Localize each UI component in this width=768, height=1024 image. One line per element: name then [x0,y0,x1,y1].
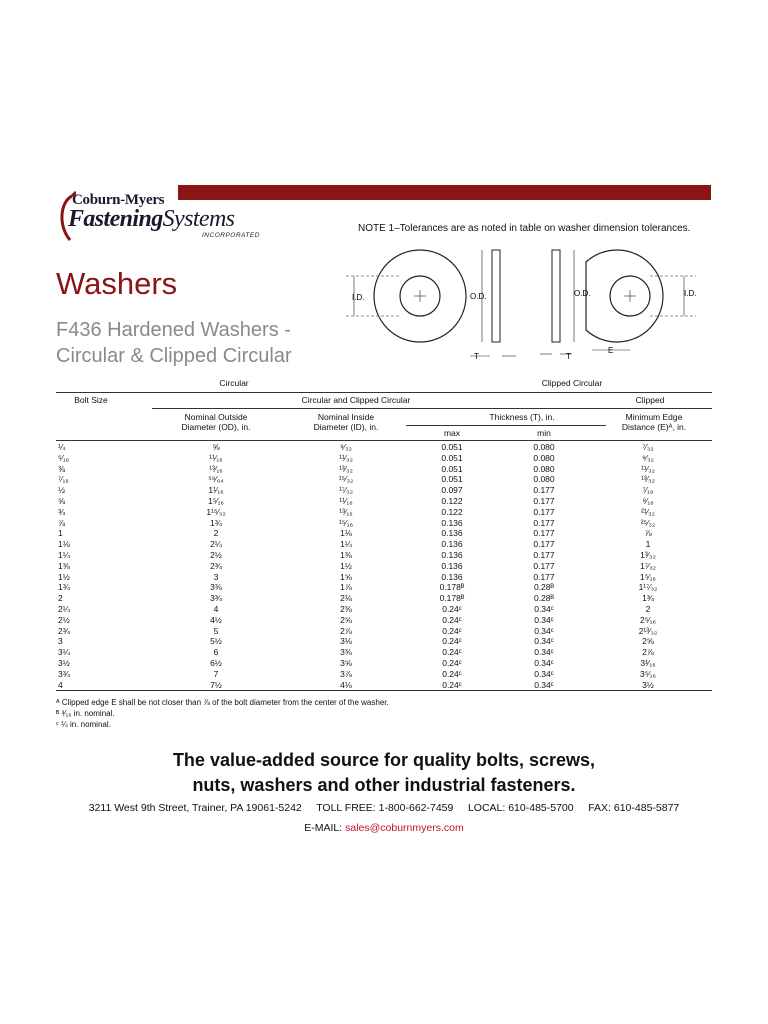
logo-line-3: INCORPORATED [202,232,260,239]
edge-distance-cell: 1⁵⁄₁₆ [640,571,656,582]
table-row [56,561,712,572]
thickness-max-cell: 0.136 [441,560,463,571]
thickness-min-cell: 0.34ᶜ [534,658,554,668]
thickness-max-cell: 0.051 [441,452,463,463]
od-cell: 6 [213,647,219,658]
od-cell: 2½ [210,550,222,560]
od-cell: ¹³⁄₁₆ [209,463,223,474]
thickness-max-cell: 0.178ᴮ [439,582,465,593]
thickness-min-cell: 0.34ᶜ [534,636,554,647]
edge-distance-cell: ⁷⁄₁₆ [642,485,654,496]
thickness-max-header: max [443,428,461,438]
thickness-max-cell: 0.136 [441,528,463,539]
contact-line [0,802,768,814]
id-cell: ¹¹⁄₁₆ [339,496,353,506]
id-cell: 1¼ [340,539,352,550]
id-cell: 3⅝ [340,658,352,668]
thickness-rule [406,425,606,426]
bolt-size-cell: 3 [58,636,63,647]
group-both-header: Circular and Clipped Circular [301,395,411,405]
edge-distance-cell: ²⁵⁄₃₂ [640,517,656,528]
id-cell: ¹¹⁄₃₂ [339,452,353,463]
table-footnotes [56,697,389,730]
id-label: I.D. [352,293,365,302]
table-row [56,528,712,539]
thickness-max-cell: 0.24ᶜ [442,658,462,668]
thickness-min-cell: 0.177 [533,496,555,506]
thickness-min-cell: 0.080 [533,452,555,463]
t-label-clipped: T [566,352,571,361]
id-cell: 2⅝ [340,614,352,625]
thickness-max-cell: 0.122 [441,506,463,517]
footnote-c: ᶜ ¼ in. nominal. [56,720,111,729]
od-cell: 4 [213,604,219,614]
table-row [56,518,712,529]
bolt-size-cell: ⅜ [58,463,66,474]
thickness-max-cell: 0.051 [441,474,463,485]
id-cell: 1⅜ [340,550,352,560]
edge-distance-cell: ²¹⁄₃₂ [641,506,655,517]
company-logo [56,190,266,246]
group-circular-header: Circular [219,378,249,388]
clipped-washer-drawing [540,250,696,354]
thickness-max-cell: 0.051 [441,442,463,452]
thickness-max-cell: 0.24ᶜ [442,604,462,614]
t-label: T [474,352,479,361]
thickness-min-cell: 0.34ᶜ [534,604,554,614]
footnote-a: ᴬ Clipped edge E shall be not closer than ⅞ of the bolt diameter from the center of the washer. [56,698,389,707]
thickness-max-cell: 0.24ᶜ [442,614,462,625]
thickness-min-header: min [537,428,551,438]
bolt-size-cell: 2¼ [58,604,70,614]
bolt-size-cell: ⅞ [58,517,66,528]
table-row [56,496,712,507]
bolt-size-cell: 3¾ [58,668,70,679]
table-row [56,582,712,593]
od-cell: 7½ [210,679,222,690]
email-label: E-MAIL: [304,822,346,834]
bolt-size-cell: 1¾ [58,582,70,593]
edge-distance-cell: 2¹³⁄₃₂ [638,625,658,636]
thickness-min-cell: 0.34ᶜ [534,647,554,658]
table-row [56,572,712,583]
bolt-size-cell: ⁷⁄₁₆ [58,474,69,485]
bolt-size-cell: ⅝ [58,496,66,506]
od-cell: 1⁵⁄₁₆ [208,496,224,506]
edge-distance-cell: 2 [645,604,651,614]
edge-distance-cell: 3⁵⁄₁₆ [640,668,656,679]
circular-washer-drawing [346,250,516,356]
od-label-clipped: O.D. [574,289,591,298]
thickness-max-cell: 0.051 [441,463,463,474]
id-cell: 1⅝ [340,571,352,582]
thickness-min-cell: 0.34ᶜ [534,679,554,690]
bolt-size-cell: 1⅛ [58,539,70,550]
edge-distance-cell: ⁹⁄₃₂ [642,452,654,463]
thickness-max-cell: 0.097 [441,485,463,496]
table-row [56,615,712,626]
id-cell: 3⅜ [340,647,352,658]
table-top-rule [56,392,712,393]
od-cell: 1¹⁄₁₆ [208,485,224,496]
bolt-size-cell: 2 [58,593,63,604]
edge-distance-header: Minimum Edge Distance (E)ᴬ, in. [621,412,687,432]
id-cell: ⁹⁄₃₂ [340,442,352,452]
table-row [56,539,712,550]
thickness-min-cell: 0.34ᶜ [534,668,554,679]
bolt-size-cell: 1 [58,528,63,539]
edge-distance-cell: ¹³⁄₃₂ [641,474,655,485]
edge-distance-cell: ⅞ [644,528,652,539]
thickness-min-cell: 0.080 [533,442,555,452]
address-text: 3211 West 9th Street, Trainer, PA 19061-5242 [88,802,302,814]
thickness-max-cell: 0.24ᶜ [442,625,462,636]
thickness-max-cell: 0.136 [441,571,463,582]
fax-text: FAX: 610-485-5877 [588,802,680,814]
bolt-size-cell: 2¾ [58,625,70,636]
id-cell: ¹⁵⁄₁₆ [338,517,354,528]
thickness-max-cell: 0.136 [441,517,463,528]
od-cell: ⁵⁹⁄₆₄ [208,474,224,485]
logo-line-1: Coburn-Myers [72,192,165,208]
thickness-min-cell: 0.177 [533,517,555,528]
thickness-min-cell: 0.28ᴮ [533,582,555,593]
thickness-min-cell: 0.34ᶜ [534,625,554,636]
od-header: Nominal Outside Diameter (OD), in. [181,412,251,432]
toll-free-text: TOLL FREE: 1-800-662-7459 [316,802,454,814]
thickness-max-cell: 0.178ᴮ [439,593,465,604]
email-line [0,822,768,834]
id-cell: 2⅞ [340,625,352,636]
bolt-size-cell: ¾ [58,506,66,517]
bolt-size-cell: 1½ [58,571,70,582]
thickness-min-cell: 0.34ᶜ [534,614,554,625]
thickness-header: Thickness (T), in. [489,412,555,422]
bolt-size-cell: ⁵⁄₁₆ [58,452,70,463]
edge-distance-cell: 1⁷⁄₃₂ [640,560,656,571]
od-cell: 6½ [210,658,222,668]
id-cell: 1½ [340,560,352,571]
id-cell: 2⅛ [340,593,352,604]
od-cell: 2¼ [210,539,222,550]
id-cell: ¹³⁄₃₂ [339,463,353,474]
edge-distance-cell: 3¹⁄₁₆ [640,658,656,668]
od-cell: 2¾ [210,560,222,571]
bolt-size-header: Bolt Size [74,395,108,405]
table-row [56,680,712,691]
id-header: Nominal Inside Diameter (ID), in. [313,412,379,432]
thickness-max-cell: 0.24ᶜ [442,647,462,658]
od-cell: 5 [213,625,219,636]
page-subtitle: F436 Hardened Washers - Circular & Clipped Circular [56,319,292,367]
id-cell: ¹³⁄₁₆ [339,506,353,517]
od-label: O.D. [470,292,487,301]
group-clipped-only-header: Clipped [635,395,665,405]
logo-line-2: FasteningSystems [68,206,235,232]
table-bottom-rule [56,690,712,691]
thickness-min-cell: 0.080 [533,463,555,474]
tagline: The value-added source for quality bolts, screws, nuts, washers and other industrial fasteners. [172,750,596,795]
od-cell: 3⅜ [210,582,222,593]
id-cell: 4⅛ [340,679,352,690]
bolt-size-cell: ¼ [58,442,66,452]
id-cell: 2⅜ [340,604,352,614]
od-cell: 3 [213,571,219,582]
id-cell: 3⅞ [340,668,352,679]
id-cell: 1⅛ [340,528,352,539]
od-cell: ⅝ [212,442,220,452]
thickness-max-cell: 0.122 [441,496,463,506]
table-row [56,550,712,561]
e-label: E [608,346,614,355]
table-row [56,669,712,680]
od-cell: 4½ [210,614,222,625]
od-cell: 1¹⁵⁄₃₂ [206,506,226,517]
id-cell: 1⅞ [340,582,352,593]
edge-distance-cell: 2⁵⁄₁₆ [640,614,656,625]
edge-distance-cell: ¹¹⁄₃₂ [641,463,655,474]
table-row [56,474,712,485]
bolt-size-cell: 3¼ [58,647,70,658]
bolt-size-cell: 1⅜ [58,560,70,571]
od-cell: 1¾ [210,517,222,528]
edge-distance-cell: 3½ [642,679,654,690]
od-cell: 2 [213,528,219,539]
table-row [56,464,712,475]
table-row [56,442,712,453]
thickness-min-cell: 0.177 [533,571,555,582]
header-bottom-rule [56,440,712,441]
id-cell: ¹⁷⁄₃₂ [338,485,354,496]
tolerance-note: NOTE 1–Tolerances are as noted in table on washer dimension tolerances. [358,223,691,234]
edge-distance-cell: ⁷⁄₃₂ [642,442,654,452]
table-row [56,636,712,647]
page-title: Washers [56,266,178,301]
edge-distance-cell: 2⅝ [642,636,654,647]
od-cell: 7 [213,668,219,679]
thickness-min-cell: 0.080 [533,474,555,485]
table-row [56,604,712,615]
od-cell: ¹¹⁄₁₆ [209,452,223,463]
table-row [56,485,712,496]
thickness-max-cell: 0.24ᶜ [442,679,462,690]
table-row [56,658,712,669]
bolt-size-cell: ½ [58,485,66,496]
edge-distance-cell: 1³⁄₃₂ [640,550,656,560]
id-label-clipped: I.D. [684,289,697,298]
bolt-size-cell: 4 [58,679,63,690]
thickness-min-cell: 0.177 [533,528,555,539]
thickness-min-cell: 0.28ᴮ [533,593,555,604]
table-row [56,626,712,637]
table-row [56,507,712,518]
table-row [56,647,712,658]
thickness-max-cell: 0.136 [441,539,463,550]
thickness-min-cell: 0.177 [533,539,555,550]
thickness-min-cell: 0.177 [533,550,555,560]
thickness-max-cell: 0.24ᶜ [442,636,462,647]
edge-distance-cell: 1¹⁷⁄₃₂ [638,582,658,593]
washer-diagram [340,246,712,364]
table-row [56,593,712,604]
table-row [56,453,712,464]
thickness-max-cell: 0.136 [441,550,463,560]
edge-distance-cell: 1 [645,539,651,550]
edge-distance-cell: ⁹⁄₁₆ [642,496,654,506]
edge-distance-cell: 1¾ [642,593,654,604]
subheader-rule [152,408,712,409]
thickness-min-cell: 0.177 [533,560,555,571]
bolt-size-cell: 3½ [58,658,70,668]
local-phone-text: LOCAL: 610-485-5700 [467,802,574,814]
bolt-size-cell: 2½ [58,614,70,625]
od-cell: 3¾ [210,593,222,604]
id-cell: 3⅛ [340,636,352,647]
footnote-b: ᴮ ³⁄₁₆ in. nominal. [56,709,115,718]
group-clipped-header: Clipped Circular [541,378,603,388]
edge-distance-cell: 2⅞ [642,647,654,658]
od-cell: 5½ [210,636,222,647]
bolt-size-cell: 1¼ [58,550,70,560]
thickness-min-cell: 0.177 [533,485,555,496]
id-cell: ¹⁵⁄₃₂ [338,474,354,485]
thickness-min-cell: 0.177 [533,506,555,517]
email-link[interactable]: sales@coburnmyers.com [345,822,464,834]
thickness-max-cell: 0.24ᶜ [442,668,462,679]
